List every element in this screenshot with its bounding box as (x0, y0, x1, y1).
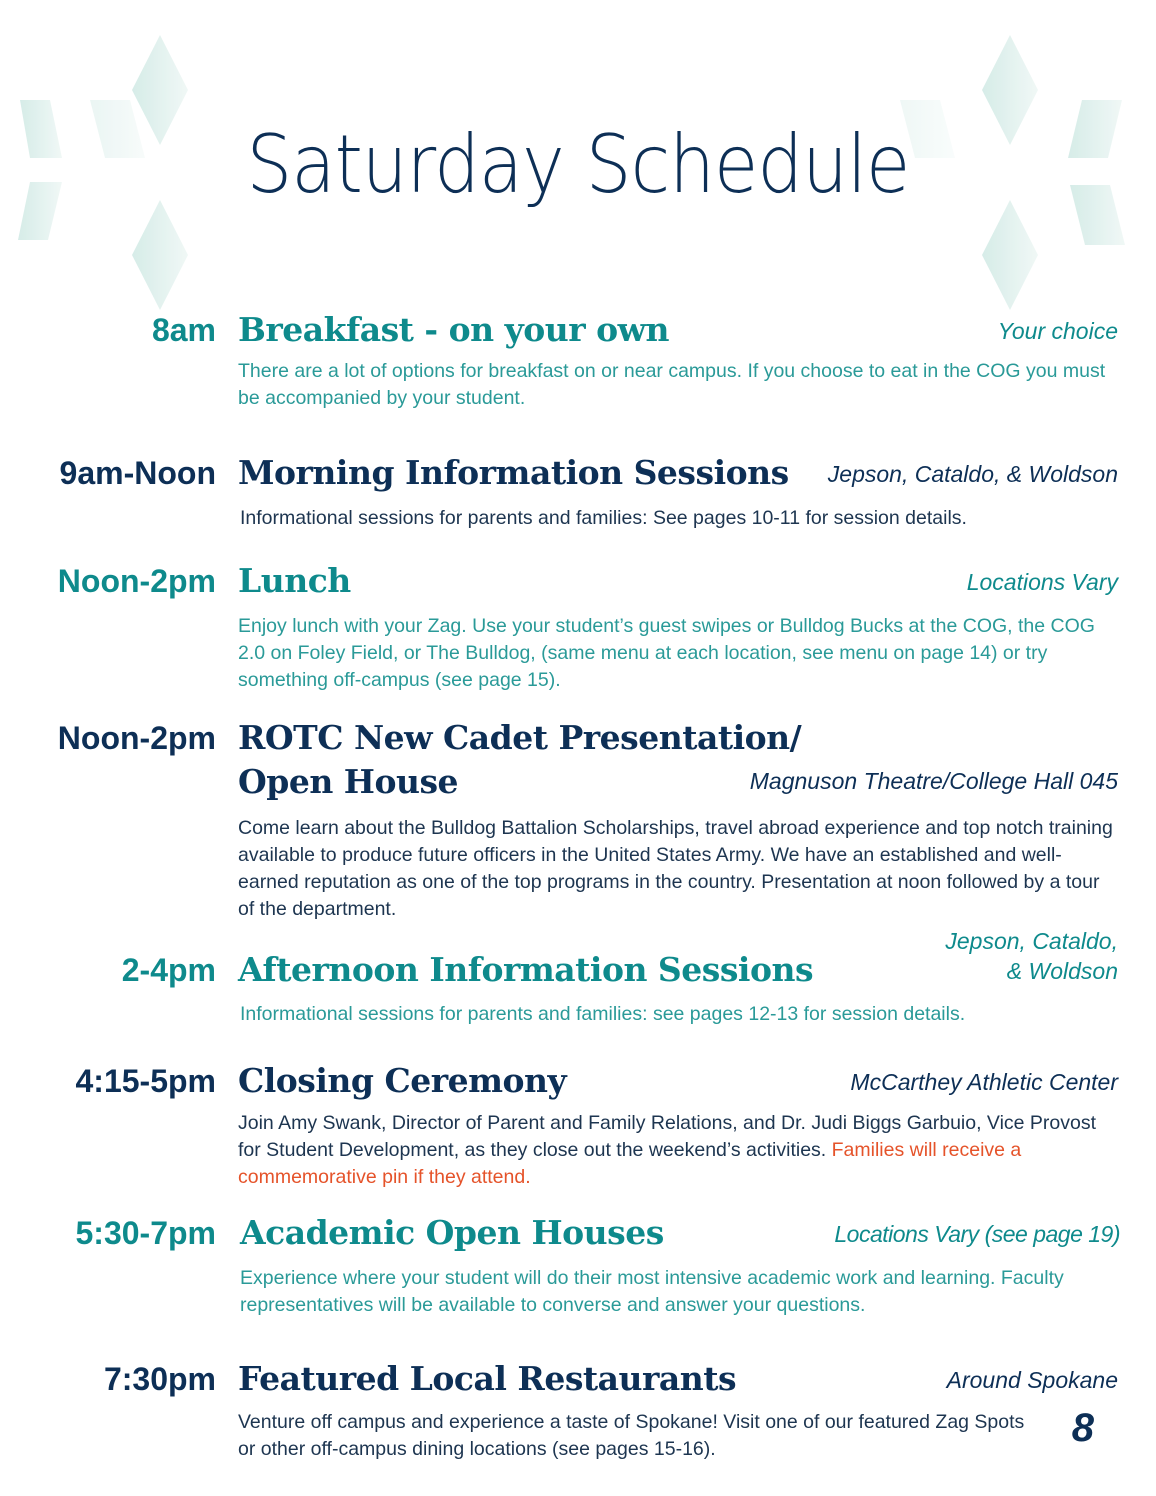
event-time: Noon-2pm (57, 720, 216, 756)
event-description: Informational sessions for parents and families: see pages 12-13 for session details. (240, 1003, 966, 1025)
event-location: Your choice (997, 318, 1118, 344)
event-time: 8am (151, 312, 216, 348)
event-location: Locations Vary (see page 19) (834, 1221, 1120, 1247)
event-title: Breakfast - on your own (238, 310, 670, 349)
event-description: Venture off campus and experience a taste of Spokane! Visit one of our featured Zag Spots or other off-campus dining locations (see pages 15-16). (238, 1411, 1025, 1460)
page-title: Saturday Schedule (246, 118, 910, 211)
event-description: Enjoy lunch with your Zag. Use your student’s guest swipes or Bulldog Bucks at the COG, the COG 2.0 on Foley Field, or The Bulldog, (same menu at each location, see menu on page 14) or try something off-campus (see page 15). (238, 615, 1095, 691)
location-line2: & Woldson (1006, 958, 1118, 984)
event-description: There are a lot of options for breakfast on or near campus. If you choose to eat in the COG you must be accompanied by your student. (238, 360, 1106, 409)
event-title-line2: Open House (238, 762, 459, 801)
event-location: Magnuson Theatre/College Hall 045 (749, 768, 1118, 794)
event-time: 9am-Noon (59, 455, 216, 491)
page-number: 8 (1071, 1406, 1094, 1450)
event-time: 2-4pm (121, 952, 216, 988)
event-time: 4:15-5pm (75, 1063, 216, 1099)
event-title: Afternoon Information Sessions (238, 950, 814, 989)
event-time: Noon-2pm (57, 563, 216, 599)
event-title: Lunch (238, 561, 351, 600)
event-description: Experience where your student will do their most intensive academic work and learning. Faculty representatives will be available to converse and answer your questions. (240, 1267, 1064, 1316)
event-time: 7:30pm (103, 1361, 216, 1397)
event-location: Around Spokane (946, 1367, 1118, 1393)
event-location: Jepson, Cataldo, & Woldson (827, 461, 1118, 487)
event-title: Featured Local Restaurants (238, 1359, 737, 1398)
event-title: Academic Open Houses (240, 1213, 664, 1252)
event-location: McCarthey Athletic Center (850, 1069, 1118, 1095)
event-description (238, 1110, 1118, 1191)
description-highlight: Families will receive a commemorative pin if they attend. (238, 1139, 1022, 1188)
location-line1: Jepson, Cataldo, (945, 928, 1118, 954)
event-location: Locations Vary (966, 569, 1118, 595)
description-text: Join Amy Swank, Director of Parent and Family Relations, and Dr. Judi Biggs Garbuio, Vice Provost for Student Development, as they close out the weekend’s activities. (238, 1112, 1097, 1161)
event-description: Come learn about the Bulldog Battalion Scholarships, travel abroad experience and top notch training available to produce future officers in the United States Army. We have an established and well-earned reputation as one of the top programs in the country. Presentation at noon followed by a tour of the department. (238, 817, 1113, 920)
event-location (945, 926, 1118, 986)
event-title: Morning Information Sessions (238, 453, 789, 492)
event-time: 5:30-7pm (75, 1215, 216, 1251)
event-title-line1: ROTC New Cadet Presentation/ (238, 718, 802, 757)
event-description: Informational sessions for parents and families: See pages 10-11 for session details. (240, 507, 967, 529)
event-title: Closing Ceremony (238, 1061, 567, 1100)
